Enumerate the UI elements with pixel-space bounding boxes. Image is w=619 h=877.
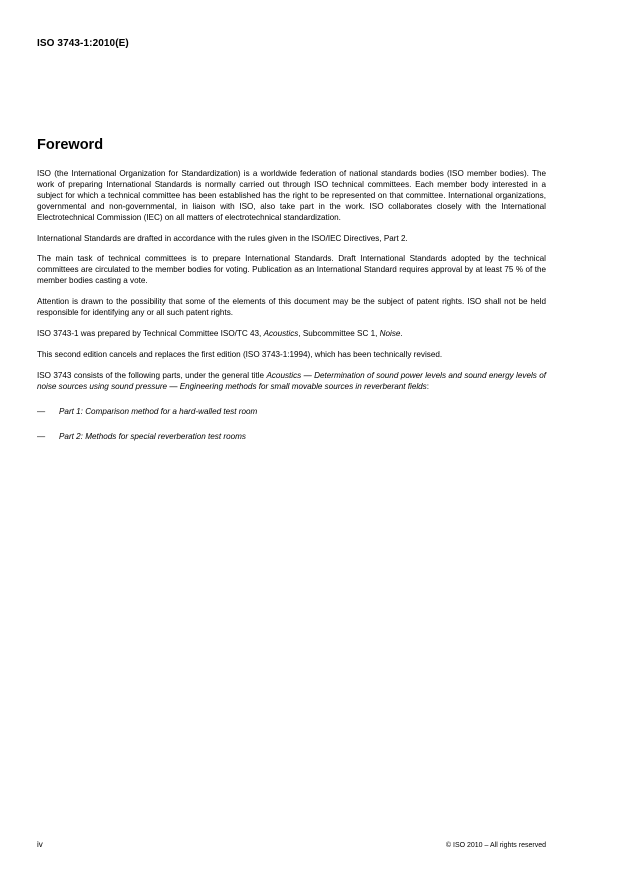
- foreword-heading: Foreword: [37, 137, 104, 153]
- paragraph-prepared-by: [37, 329, 546, 340]
- prepared-by-text: ISO 3743-1 was prepared by Technical Committee ISO/TC 43,: [37, 328, 264, 338]
- paragraph-technical-committees: The main task of technical committees is to prepare International Standards. Draft International Standards adopted by the technical committees are circulated to the member bodies for voting. Publication as an International Standard requires approval by at least 75 % of the member bodies casting a vote.: [37, 254, 546, 286]
- parts-list: [37, 407, 546, 443]
- parts-intro-end: :: [426, 381, 430, 391]
- list-item: [37, 407, 546, 418]
- part-2-title: Part 2: Methods for special reverberation test rooms: [59, 431, 246, 441]
- paragraph-edition: This second edition cancels and replaces the first edition (ISO 3743-1:1994), which has been technically revised.: [37, 349, 443, 359]
- part-1-title: Part 1: Comparison method for a hard-walled test room: [59, 406, 258, 416]
- page-number: iv: [37, 840, 43, 849]
- paragraph-iso-overview: ISO (the International Organization for Standardization) is a worldwide federation of national standards bodies (ISO member bodies). The work of preparing International Standards is normally carried out through ISO technical committees. Each member body interested in a subject for which a technical committee has been established has the right to be represented on that committee. International organizations, governmental and non-governmental, in liaison with ISO, also take part in the work. ISO collaborates closely with the International Electrotechnical Commission (IEC) on all matters of electrotechnical standardization.: [37, 169, 546, 222]
- list-dash: —: [37, 431, 46, 441]
- committee-name-acoustics: Acoustics: [263, 328, 299, 338]
- copyright-notice: © ISO 2010 – All rights reserved: [445, 842, 546, 849]
- subcommittee-name-noise: Noise: [379, 328, 401, 338]
- foreword-body: [37, 169, 546, 456]
- paragraph-directives: International Standards are drafted in accordance with the rules given in the ISO/IEC Directives, Part 2.: [37, 233, 408, 243]
- prepared-by-subcommittee: , Subcommittee SC 1,: [298, 328, 380, 338]
- general-title: Acoustics — Determination of sound power levels and sound energy levels of noise sources using sound pressure — Engineering methods for small movable sources in reverberant fields: [37, 370, 546, 391]
- paragraph-parts-intro: [37, 371, 546, 393]
- prepared-by-end: .: [400, 328, 403, 338]
- parts-intro-text: ISO 3743 consists of the following parts, under the general title: [37, 370, 267, 380]
- document-identifier: ISO 3743-1:2010(E): [37, 38, 129, 49]
- list-item: [37, 432, 546, 443]
- list-dash: —: [37, 406, 46, 416]
- paragraph-patent-rights: Attention is drawn to the possibility that some of the elements of this document may be the subject of patent rights. ISO shall not be held responsible for identifying any or all such patent rights.: [37, 297, 546, 318]
